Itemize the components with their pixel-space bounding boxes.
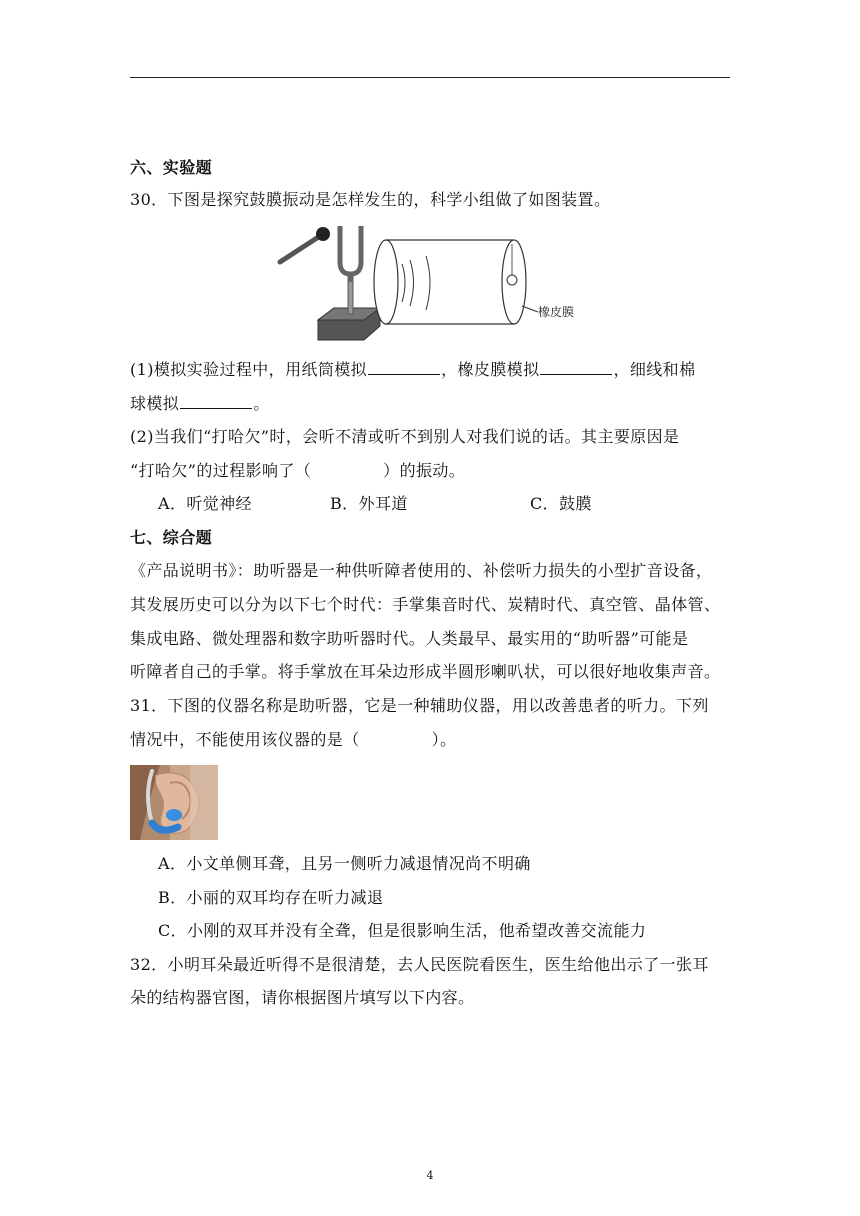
answer-blank-3[interactable] bbox=[180, 394, 252, 409]
header-rule bbox=[130, 77, 730, 78]
passage-line-1: 《产品说明书》：助听器是一种供听障者使用的、补偿听力损失的小型扩音设备， bbox=[130, 561, 713, 580]
section-heading-experiment: 六、实验题 bbox=[130, 158, 213, 177]
paper-tube-open-end bbox=[374, 240, 398, 324]
mallet-handle bbox=[280, 236, 320, 262]
q30-option-b: B．外耳道 bbox=[330, 494, 408, 513]
hearing-aid-photo bbox=[130, 765, 218, 840]
section-heading-comprehensive: 七、综合题 bbox=[130, 528, 213, 547]
page-number: 4 bbox=[426, 1169, 434, 1182]
q31-option-b: B．小丽的双耳均存在听力减退 bbox=[158, 888, 384, 907]
q30-sub1-line2: 球模拟 。 bbox=[130, 394, 270, 413]
cotton-ball bbox=[507, 275, 517, 285]
passage-line-2: 其发展历史可以分为以下七个时代：手掌集音时代、炭精时代、真空管、晶体管、 bbox=[130, 595, 721, 614]
mallet-head bbox=[316, 227, 330, 241]
q31-option-a: A．小文单侧耳聋，且另一侧听力减退情况尚不明确 bbox=[158, 854, 531, 873]
q31-line1: 31．下图的仪器名称是助听器，它是一种辅助仪器，用以改善患者的听力。下列 bbox=[130, 696, 709, 715]
q31-option-c: C．小刚的双耳并没有全聋，但是很影响生活，他希望改善交流能力 bbox=[158, 921, 647, 940]
answer-blank-1[interactable] bbox=[368, 360, 440, 375]
q30-option-c: C．鼓膜 bbox=[530, 494, 592, 513]
rubber-membrane-label: 橡皮膜 bbox=[538, 305, 575, 319]
q30-sub2-line2: “打哈欠”的过程影响了（ ）的振动。 bbox=[130, 461, 466, 480]
tuning-fork-experiment-figure bbox=[276, 222, 588, 344]
q30-sub1-line1: (1)模拟实验过程中，用纸筒模拟 ，橡皮膜模拟 ，细线和棉 bbox=[130, 360, 696, 379]
q32-line2: 朵的结构器官图，请你根据图片填写以下内容。 bbox=[130, 988, 475, 1007]
q31-line2: 情况中，不能使用该仪器的是（ ）。 bbox=[130, 730, 457, 749]
tuning-fork bbox=[340, 226, 361, 274]
q30-stem: 30．下图是探究鼓膜振动是怎样发生的，科学小组做了如图装置。 bbox=[130, 190, 611, 209]
q32-line1: 32．小明耳朵最近听得不是很清楚，去人民医院看医生，医生给他出示了一张耳 bbox=[130, 955, 709, 974]
passage-line-3: 集成电路、微处理器和数字助听器时代。人类最早、最实用的“助听器”可能是 bbox=[130, 629, 689, 648]
passage-line-4: 听障者自己的手掌。将手掌放在耳朵边形成半圆形喇叭状，可以很好地收集声音。 bbox=[130, 662, 721, 681]
answer-blank-2[interactable] bbox=[540, 360, 612, 375]
q30-option-a: A．听觉神经 bbox=[158, 494, 252, 513]
q30-sub2-line1: (2)当我们“打哈欠”时，会听不清或听不到别人对我们说的话。其主要原因是 bbox=[130, 427, 680, 446]
